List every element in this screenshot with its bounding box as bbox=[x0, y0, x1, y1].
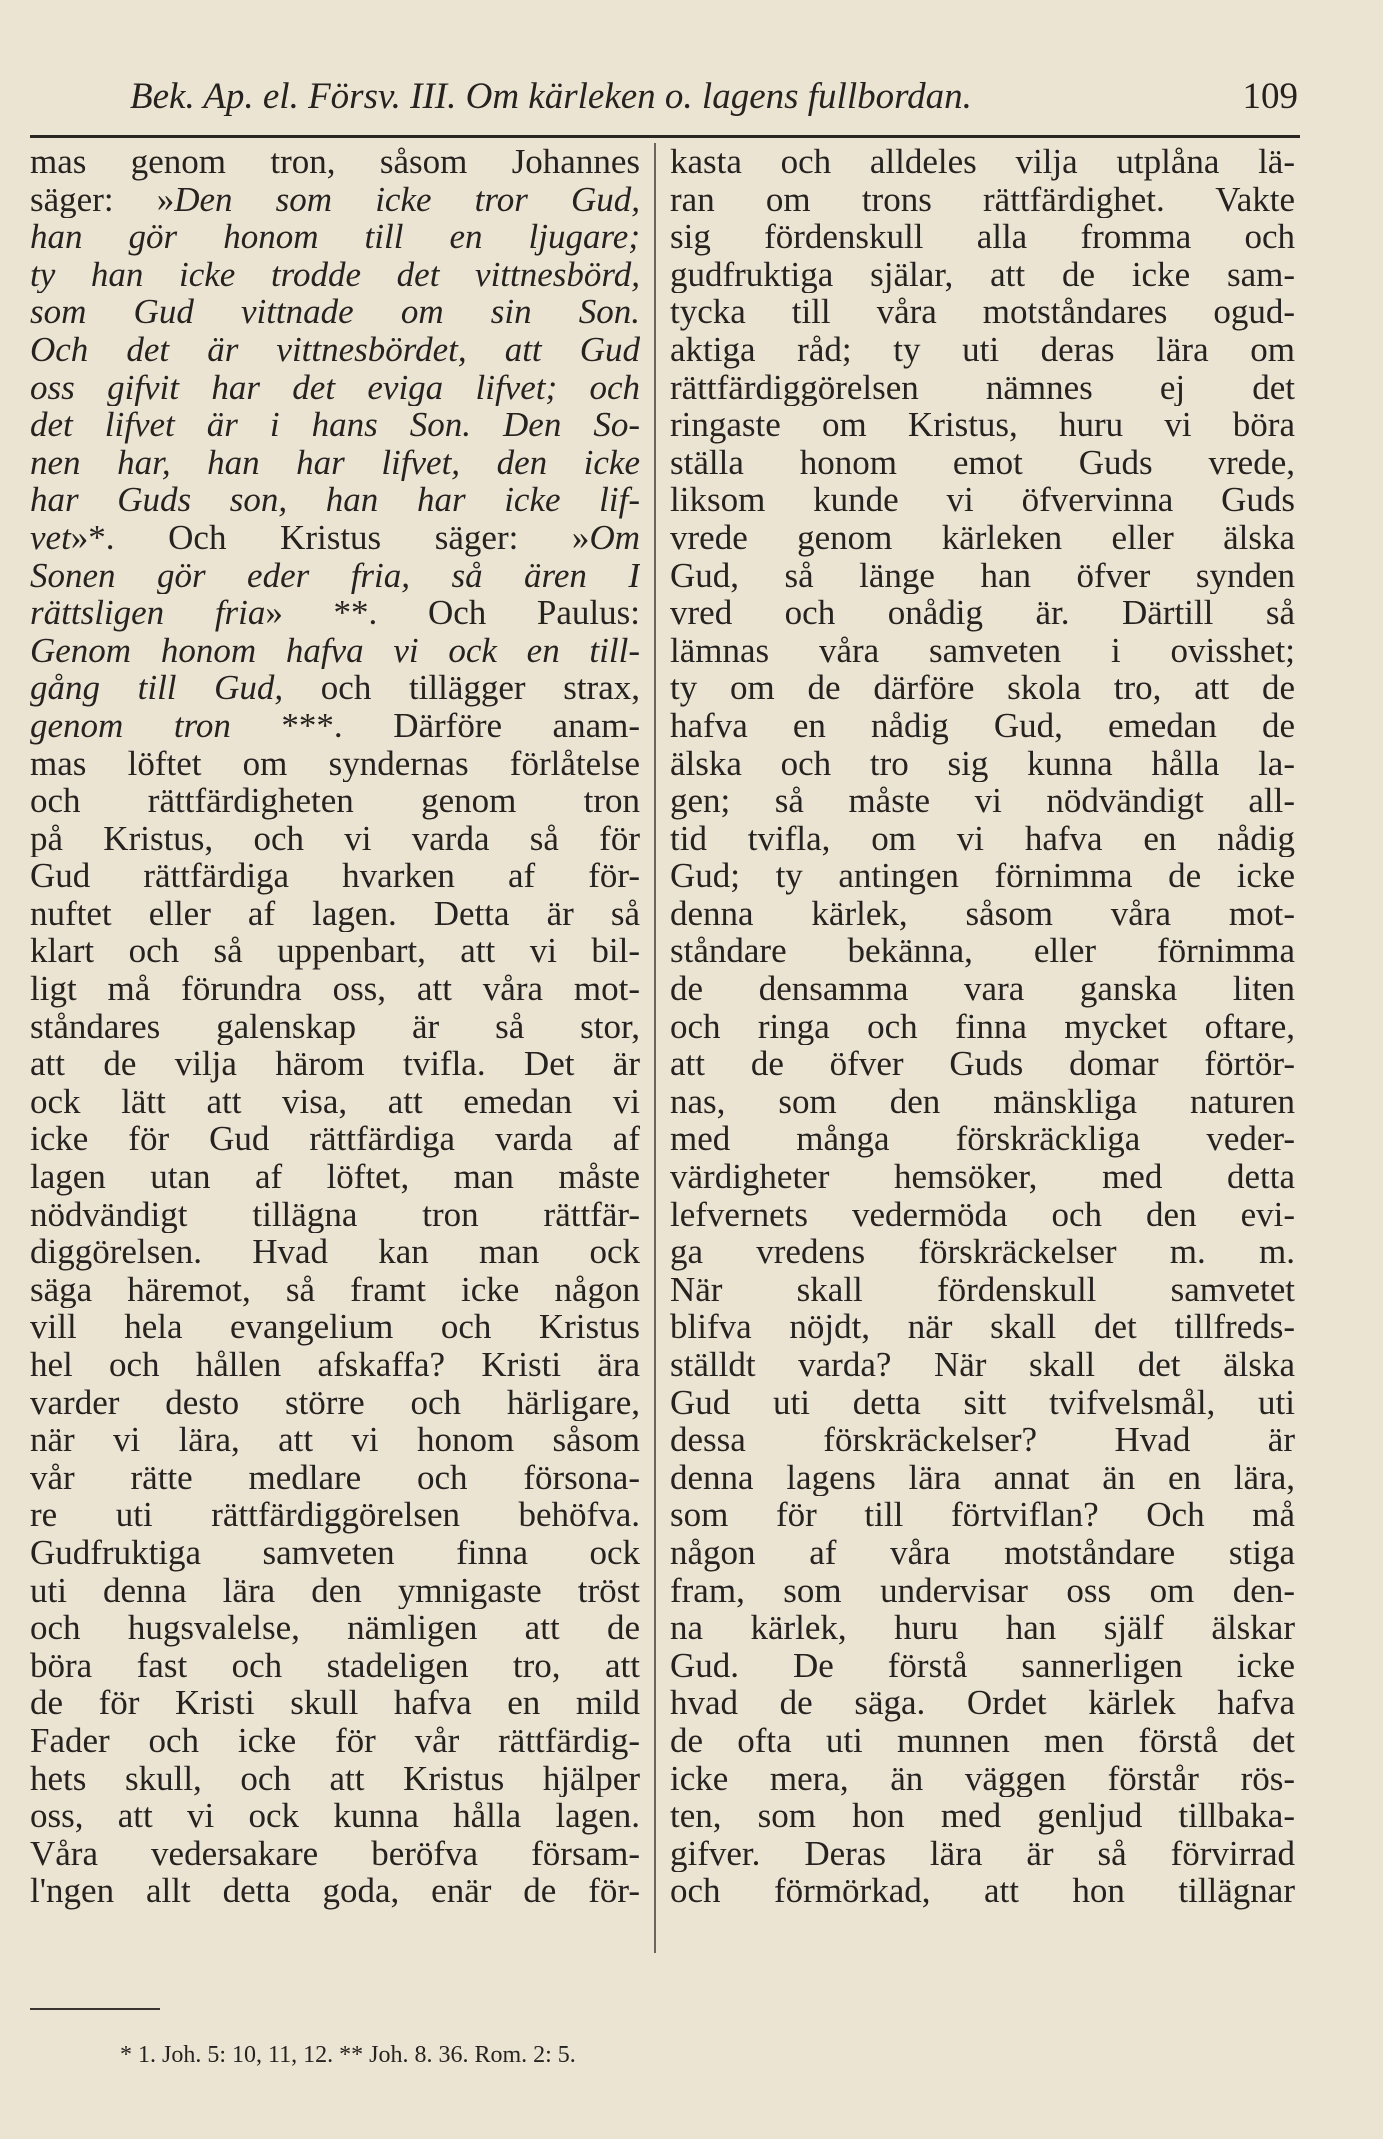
right-column-line: hvad de säga. Ordet kärlek hafva bbox=[670, 1684, 1295, 1722]
right-column-line: rättfärdiggörelsen nämnes ej det bbox=[670, 368, 1295, 407]
right-column-line: Gud, så länge han öfver synden bbox=[670, 556, 1295, 595]
left-column-line bbox=[30, 218, 640, 256]
right-column-line: denna kärlek, såsom våra mot- bbox=[670, 894, 1295, 933]
left-column-line bbox=[30, 594, 640, 632]
left-column-line bbox=[30, 519, 640, 557]
text: och hugsvalelse, nämligen att de bbox=[30, 1609, 640, 1647]
text: och tillägger strax, bbox=[283, 669, 640, 707]
left-column-line bbox=[30, 1008, 640, 1046]
right-column-line: liksom kunde vi öfvervinna Guds bbox=[670, 481, 1295, 519]
header-rule bbox=[30, 135, 1300, 138]
text: diggörelsen. Hvad kan man ock bbox=[30, 1233, 640, 1271]
italic-text: har Guds son, han har icke lif- bbox=[30, 481, 640, 519]
left-column bbox=[30, 143, 640, 1910]
right-column-line: de ofta uti munnen men förstå det bbox=[670, 1721, 1295, 1760]
right-column-line: med många förskräckliga veder- bbox=[670, 1120, 1295, 1159]
text: och rättfärdigheten genom tron bbox=[30, 782, 640, 820]
left-column-line bbox=[30, 1760, 640, 1798]
right-column-line: värdigheter hemsöker, med detta bbox=[670, 1158, 1295, 1196]
right-column-line: ståndare bekänna, eller förnimma bbox=[670, 932, 1295, 971]
right-column-line: ga vredens förskräckelser m. m. bbox=[670, 1233, 1295, 1271]
right-column-line: någon af våra motståndare stiga bbox=[670, 1533, 1295, 1572]
left-column-line bbox=[30, 1872, 640, 1910]
left-column-line bbox=[30, 932, 640, 970]
page-number: 109 bbox=[1242, 76, 1298, 117]
left-column-line bbox=[30, 181, 640, 219]
right-column-line: ställa honom emot Guds vrede, bbox=[670, 443, 1295, 482]
right-column-line: Gud. De förstå sannerligen icke bbox=[670, 1646, 1295, 1685]
text: klart och så uppenbart, att vi bil- bbox=[30, 932, 640, 971]
right-column-line: ran om trons rättfärdighet. Vakte bbox=[670, 180, 1295, 219]
text: »*. Och Kristus säger: » bbox=[70, 518, 590, 557]
text: de för Kristi skull hafva en mild bbox=[30, 1684, 640, 1722]
text: nödvändigt tillägna tron rättfär- bbox=[30, 1195, 640, 1234]
text: på Kristus, och vi varda så för bbox=[30, 819, 640, 858]
left-column-line bbox=[30, 369, 640, 407]
left-column-line bbox=[30, 557, 640, 595]
italic-text: det lifvet är i hans Son. Den So- bbox=[30, 406, 640, 444]
italic-text: genom tron bbox=[30, 706, 231, 745]
left-column-line bbox=[30, 1609, 640, 1647]
left-column-line bbox=[30, 1233, 640, 1271]
left-column-line bbox=[30, 1835, 640, 1873]
left-column-line bbox=[30, 1684, 640, 1722]
left-column-line bbox=[30, 1496, 640, 1534]
right-column-line: hafva en nådig Gud, emedan de bbox=[670, 706, 1295, 745]
left-column-line bbox=[30, 331, 640, 369]
right-column-line: dessa förskräckelser? Hvad är bbox=[670, 1421, 1295, 1459]
left-column-line bbox=[30, 1045, 640, 1083]
text: lagen utan af löftet, man måste bbox=[30, 1158, 640, 1196]
text: hel och hållen afskaffa? Kristi ära bbox=[30, 1346, 640, 1384]
running-title: Bek. Ap. el. Försv. III. Om kärleken o. lagens fullbordan. bbox=[130, 76, 972, 117]
left-column-line bbox=[30, 1459, 640, 1497]
right-column-line: vred och onådig är. Därtill så bbox=[670, 594, 1295, 632]
left-column-line bbox=[30, 1797, 640, 1835]
text: ***. Därföre anam- bbox=[230, 706, 640, 745]
text: ståndares galenskap är så stor, bbox=[30, 1007, 640, 1046]
right-column-line: När skall fördenskull samvetet bbox=[670, 1270, 1295, 1309]
right-column-line: kasta och alldeles vilja utplåna lä- bbox=[670, 143, 1295, 181]
right-column-line: som för till förtviflan? Och må bbox=[670, 1496, 1295, 1534]
italic-text: Sonen gör eder fria, så ären I bbox=[30, 556, 640, 595]
italic-text: Om bbox=[589, 518, 640, 557]
right-column-line: vrede genom kärleken eller älska bbox=[670, 518, 1295, 557]
italic-text: Genom honom hafva vi ock en till- bbox=[30, 631, 640, 670]
text: när vi lära, att vi honom såsom bbox=[30, 1421, 640, 1459]
left-column-line bbox=[30, 1534, 640, 1572]
left-column-line bbox=[30, 1120, 640, 1158]
text: Gudfruktiga samveten finna ock bbox=[30, 1533, 640, 1572]
text: l'ngen allt detta goda, enär de för- bbox=[30, 1872, 640, 1910]
text: vår rätte medlare och försona- bbox=[30, 1458, 640, 1497]
left-column-line bbox=[30, 782, 640, 820]
left-column-line bbox=[30, 669, 640, 707]
italic-text: som Gud vittnade om sin Son. bbox=[30, 293, 640, 331]
right-column-line: lämnas våra samveten i ovisshet; bbox=[670, 631, 1295, 670]
text: säger: » bbox=[30, 180, 175, 219]
right-column-line: och ringa och finna mycket oftare, bbox=[670, 1007, 1295, 1046]
text: uti denna lära den ymnigaste tröst bbox=[30, 1571, 640, 1610]
text: » **. Och Paulus: bbox=[265, 594, 640, 632]
text: vill hela evangelium och Kristus bbox=[30, 1308, 640, 1346]
text: säga häremot, så framt icke någon bbox=[30, 1270, 640, 1309]
left-column-line bbox=[30, 970, 640, 1008]
left-column-line bbox=[30, 444, 640, 482]
right-column-line: fram, som undervisar oss om den- bbox=[670, 1571, 1295, 1610]
right-column-line: na kärlek, huru han själf älskar bbox=[670, 1609, 1295, 1647]
right-column-line: sig fördenskull alla fromma och bbox=[670, 218, 1295, 256]
right-column-line: de densamma vara ganska liten bbox=[670, 970, 1295, 1008]
right-column-line: tycka till våra motståndares ogud- bbox=[670, 293, 1295, 331]
text: mas genom tron, såsom Johannes bbox=[30, 143, 640, 181]
text: re uti rättfärdiggörelsen behöfva. bbox=[30, 1496, 640, 1534]
text: mas löftet om syndernas förlåtelse bbox=[30, 744, 640, 783]
right-column bbox=[670, 143, 1295, 1910]
right-column-line: ty om de därföre skola tro, att de bbox=[670, 669, 1295, 707]
text: hets skull, och att Kristus hjälper bbox=[30, 1759, 640, 1798]
italic-text: gång till Gud, bbox=[30, 669, 284, 707]
right-column-line: blifva nöjdt, när skall det tillfreds- bbox=[670, 1308, 1295, 1346]
italic-text: Och det är vittnesbördet, att Gud bbox=[30, 330, 640, 369]
left-column-line bbox=[30, 1346, 640, 1384]
footnote: * 1. Joh. 5: 10, 11, 12. ** Joh. 8. 36. Rom. 2: 5. bbox=[120, 2042, 576, 2068]
left-column-line bbox=[30, 895, 640, 933]
italic-text: oss gifvit har det eviga lifvet; och bbox=[30, 368, 640, 407]
left-column-line bbox=[30, 481, 640, 519]
right-column-line: Gud uti detta sitt tvifvelsmål, uti bbox=[670, 1383, 1295, 1422]
text: ligt må förundra oss, att våra mot- bbox=[30, 970, 640, 1008]
text: oss, att vi ock kunna hålla lagen. bbox=[30, 1797, 640, 1835]
left-column-line bbox=[30, 1196, 640, 1234]
right-column-line: gen; så måste vi nödvändigt all- bbox=[670, 782, 1295, 820]
left-column-line bbox=[30, 1384, 640, 1422]
text: ock lätt att visa, att emedan vi bbox=[30, 1082, 640, 1121]
text: Fader och icke för vår rättfärdig- bbox=[30, 1721, 640, 1760]
left-column-line bbox=[30, 1722, 640, 1760]
right-column-line: nas, som den mänskliga naturen bbox=[670, 1082, 1295, 1121]
text: böra fast och stadeligen tro, att bbox=[30, 1646, 640, 1685]
left-column-line bbox=[30, 256, 640, 294]
left-column-line bbox=[30, 1083, 640, 1121]
right-column-line: gifver. Deras lära är så förvirrad bbox=[670, 1834, 1295, 1873]
right-column-line: icke mera, än väggen förstår rös- bbox=[670, 1759, 1295, 1798]
left-column-line bbox=[30, 1158, 640, 1196]
italic-text: Den som icke tror Gud, bbox=[174, 180, 640, 219]
footnote-rule bbox=[30, 2008, 160, 2010]
text: Gud rättfärdiga hvarken af för- bbox=[30, 857, 640, 895]
italic-text: nen har, han har lifvet, den icke bbox=[30, 443, 640, 482]
left-column-line bbox=[30, 1271, 640, 1309]
left-column-line bbox=[30, 1572, 640, 1610]
right-column-line: Gud; ty antingen förnimma de icke bbox=[670, 857, 1295, 895]
text: icke för Gud rättfärdiga varda af bbox=[30, 1120, 640, 1159]
left-column-line bbox=[30, 707, 640, 745]
italic-text: rättsligen fria bbox=[30, 594, 266, 632]
italic-text: han gör honom till en ljugare; bbox=[30, 218, 640, 256]
left-column-line bbox=[30, 1421, 640, 1459]
column-divider bbox=[654, 143, 656, 1953]
right-column-line: och förmörkad, att hon tillägnar bbox=[670, 1872, 1295, 1910]
italic-text: ty han icke trodde det vittnesbörd, bbox=[30, 255, 640, 294]
right-column-line: ten, som hon med genljud tillbaka- bbox=[670, 1797, 1295, 1835]
italic-text: vet bbox=[30, 518, 71, 557]
right-column-line: lefvernets vedermöda och den evi- bbox=[670, 1195, 1295, 1234]
right-column-line: denna lagens lära annat än en lära, bbox=[670, 1458, 1295, 1497]
left-column-line bbox=[30, 745, 640, 783]
right-column-line: älska och tro sig kunna hålla la- bbox=[670, 744, 1295, 783]
left-column-line bbox=[30, 820, 640, 858]
right-column-line: tid tvifla, om vi hafva en nådig bbox=[670, 819, 1295, 858]
left-column-line bbox=[30, 293, 640, 331]
text: Våra vedersakare beröfva försam- bbox=[30, 1834, 640, 1873]
left-column-line bbox=[30, 857, 640, 895]
right-column-line: gudfruktiga själar, att de icke sam- bbox=[670, 255, 1295, 294]
left-column-line bbox=[30, 406, 640, 444]
left-column-line bbox=[30, 1308, 640, 1346]
left-column-line bbox=[30, 1647, 640, 1685]
text: varder desto större och härligare, bbox=[30, 1383, 640, 1422]
text: att de vilja härom tvifla. Det är bbox=[30, 1045, 640, 1083]
text: nuftet eller af lagen. Detta är så bbox=[30, 894, 640, 933]
right-column-line: ringaste om Kristus, huru vi böra bbox=[670, 406, 1295, 444]
right-column-line: aktiga råd; ty uti deras lära om bbox=[670, 330, 1295, 369]
left-column-line bbox=[30, 632, 640, 670]
left-column-line bbox=[30, 143, 640, 181]
right-column-line: att de öfver Guds domar förtör- bbox=[670, 1045, 1295, 1083]
right-column-line: ställdt varda? När skall det älska bbox=[670, 1346, 1295, 1384]
